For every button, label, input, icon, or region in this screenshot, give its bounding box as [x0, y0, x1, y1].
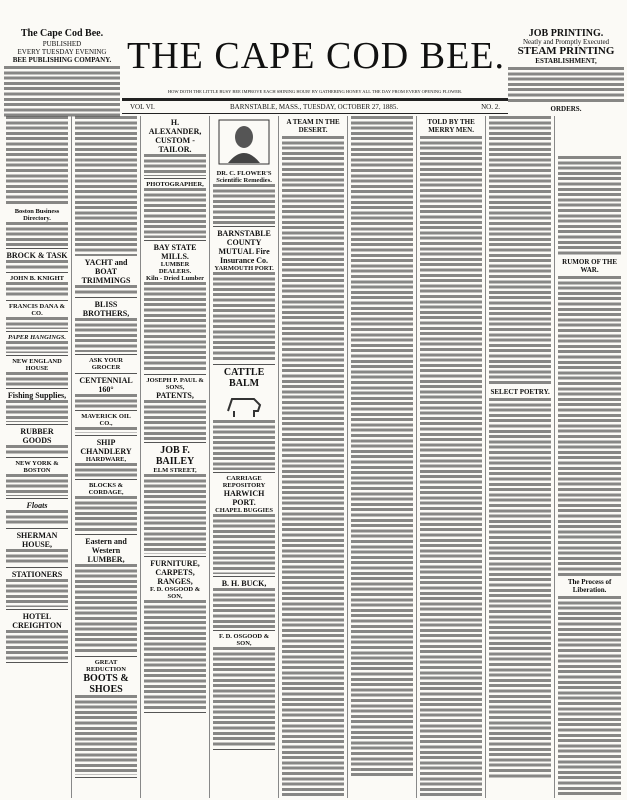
ad-text [213, 420, 275, 470]
ad-text [144, 188, 206, 238]
ad-text [144, 600, 206, 710]
ad-heading: Boston Business Directory. [14, 208, 60, 222]
liberation-body [558, 596, 621, 796]
ad-subheading: F. D. OSGOOD & SON, [149, 586, 201, 600]
ad-text [6, 510, 68, 526]
job-printing-text [508, 67, 624, 103]
ad-heading: FURNITURE, [150, 559, 200, 568]
ad-heading: BARNSTABLE COUNTY MUTUAL Fire Insurance Co. [217, 229, 271, 265]
ad-block [75, 355, 137, 374]
ad-subheading: CARPETS, [155, 568, 195, 577]
ad-heading: SHERMAN HOUSE, [16, 531, 58, 549]
job-printing-line: ORDERS. [550, 105, 582, 113]
ad-text [75, 285, 137, 295]
dateline-bar [122, 100, 508, 114]
ad-heading: NEW YORK & BOSTON [15, 460, 59, 474]
section-heading: RUMOR OF THE WAR. [562, 258, 617, 274]
ad-block [6, 301, 68, 332]
ad-heading: B. H. BUCK, [221, 579, 267, 589]
ad-text [6, 445, 68, 455]
job-printing-box [508, 30, 624, 113]
ad-block [144, 557, 206, 713]
ad-text [75, 394, 137, 408]
ad-heading: H. ALEXANDER, CUSTOM - TAILOR. [148, 118, 202, 154]
job-printing-line: STEAM PRINTING [517, 45, 615, 57]
ad-block [6, 499, 68, 529]
ad-heading: RUBBER GOODS [20, 427, 54, 445]
ad-block [6, 356, 68, 389]
ad-heading: BLISS BROTHERS, [82, 300, 130, 318]
ad-heading: MAVERICK OIL CO., [81, 413, 131, 427]
ad-subheading: CHAPEL BUGGIES [215, 507, 274, 515]
ad-text [6, 317, 68, 329]
ad-block [75, 480, 137, 535]
ad-text [213, 272, 275, 362]
ad-text [144, 474, 206, 554]
business-cards-text [75, 116, 137, 256]
ad-heading: PAPER HANGINGS. [7, 334, 67, 341]
ad-heading: YACHT and BOAT TRIMMINGS [81, 258, 131, 285]
ad-text [6, 222, 68, 246]
ad-heading: BROCK & TASK [6, 251, 68, 260]
ad-block [213, 631, 275, 750]
ad-heading: BAY STATE MILLS. [153, 243, 197, 261]
issue-date: BARNSTABLE, MASS., TUESDAY, OCTOBER 27, 1885. [230, 103, 399, 111]
column-2 [72, 116, 141, 798]
job-printing-line: Neatly and Promptly Executed [522, 38, 610, 46]
ad-text [6, 474, 68, 496]
column-7 [417, 116, 486, 798]
ad-text [6, 282, 68, 298]
war-rumor-body [558, 276, 621, 576]
section-heading: The Process of Liberation. [567, 578, 612, 594]
publisher-terms-text [4, 66, 120, 118]
ad-heading: SHIP CHANDLERY [80, 438, 132, 456]
ad-text [213, 184, 275, 224]
ad-text [75, 318, 137, 352]
ad-subheading: Kiln - Dried Lumber [146, 275, 205, 282]
ad-text [6, 341, 68, 353]
column-5 [279, 116, 348, 798]
story-continued-body [351, 116, 413, 776]
ad-heading: CATTLE BALM [223, 367, 265, 389]
ad-block [213, 227, 275, 365]
publisher-box [4, 30, 120, 118]
column-6 [348, 116, 417, 798]
ad-text [6, 372, 68, 386]
column-4 [210, 116, 279, 798]
ad-heading: CENTENNIAL 160° [79, 376, 133, 394]
masthead-title: THE CAPE COD BEE. [127, 35, 505, 77]
ad-heading: HOTEL CREIGHTON [12, 612, 62, 630]
ad-block [6, 206, 68, 249]
ad-text [213, 588, 275, 628]
ad-block [75, 411, 137, 436]
ad-text [75, 496, 137, 532]
publisher-line: EVERY TUESDAY EVENING [17, 48, 107, 56]
ad-block [144, 241, 206, 375]
ad-text [144, 400, 206, 440]
ad-block [6, 249, 68, 273]
ad-text [144, 154, 206, 176]
portrait-illustration-icon [218, 119, 270, 165]
publisher-line: PUBLISHED [42, 40, 82, 48]
ad-heading: JOSEPH P. PAUL & SONS, [146, 377, 204, 391]
ad-text [75, 695, 137, 775]
ad-subheading: HARDWARE, [85, 456, 127, 463]
ad-heading: Floats [26, 501, 48, 510]
ad-subheading: PATENTS, [156, 391, 194, 400]
ad-block [75, 374, 137, 411]
ad-block [6, 389, 68, 425]
ad-subheading: LUMBER DEALERS. [158, 261, 192, 275]
ad-heading: BLOCKS & CORDAGE, [88, 482, 124, 496]
story-headline: TOLD BY THE MERRY MEN. [427, 118, 475, 134]
ad-block [75, 256, 137, 298]
ad-text [6, 579, 68, 607]
ad-block [75, 436, 137, 480]
ad-text [6, 260, 68, 270]
ad-block [144, 179, 206, 241]
ad-heading: DR. C. FLOWER'S Scientific Remedies. [216, 170, 272, 184]
story-body [420, 136, 482, 796]
ad-heading: NEW ENGLAND HOUSE [12, 358, 62, 372]
ad-heading: JOB F. BAILEY [155, 445, 195, 467]
ad-text [213, 647, 275, 747]
article-body [489, 116, 551, 386]
ad-heading: ASK YOUR GROCER [89, 357, 123, 371]
ad-heading: PHOTOGRAPHER, [146, 181, 204, 188]
ad-subheading: HARWICH PORT. [223, 489, 265, 508]
column-8 [486, 116, 555, 798]
poetry-body [489, 398, 551, 778]
column-3 [141, 116, 210, 798]
cattle-illustration-icon [224, 389, 264, 419]
volume-number: VOL VI. [130, 103, 155, 111]
ad-subheading: RANGES, [157, 577, 193, 586]
ad-text [6, 400, 68, 422]
ad-block [213, 577, 275, 631]
ad-text [213, 514, 275, 574]
ad-heading: F. D. OSGOOD & SON, [218, 633, 270, 648]
ad-block [144, 116, 206, 179]
ad-text [144, 282, 206, 372]
ad-text [75, 427, 137, 433]
ad-block [144, 443, 206, 557]
ad-block [6, 529, 68, 568]
column-9 [555, 116, 624, 798]
columns [3, 116, 624, 798]
ad-subheading: BOOTS & SHOES [83, 673, 129, 695]
ad-text [75, 463, 137, 477]
ad-block [213, 473, 275, 577]
story-headline: A TEAM IN THE DESERT. [286, 118, 340, 134]
column-1 [3, 116, 72, 798]
ad-subheading: ELM STREET, [153, 467, 197, 474]
column-text [558, 156, 621, 256]
ad-block [213, 365, 275, 473]
story-body [282, 136, 344, 796]
ad-block [213, 168, 275, 227]
job-printing-title: JOB PRINTING. [528, 28, 604, 39]
publisher-box-title: The Cape Cod Bee. [20, 28, 104, 39]
ad-heading: Eastern and Western LUMBER, [85, 537, 127, 564]
job-printing-line: ESTABLISHMENT, [535, 57, 597, 65]
ad-heading: STATIONERS [11, 570, 63, 579]
ad-text [6, 549, 68, 565]
ad-block [75, 298, 137, 355]
woodcut-portrait [213, 119, 275, 165]
ad-block [6, 568, 68, 610]
ad-text [75, 564, 137, 654]
section-heading: SELECT POETRY. [490, 388, 550, 396]
ad-block [144, 375, 206, 443]
ad-text [6, 630, 68, 660]
ad-block [6, 273, 68, 301]
ad-block [75, 535, 137, 657]
ad-block [75, 657, 137, 778]
ad-block [6, 458, 68, 499]
advertising-rates-text [6, 116, 68, 206]
ad-subheading: YARMOUTH PORT. [214, 265, 274, 272]
ad-block [6, 425, 68, 458]
ad-heading: Fishing Supplies, [7, 391, 67, 400]
publisher-line: BEE PUBLISHING COMPANY. [12, 56, 112, 64]
ad-heading: CARRIAGE REPOSITORY [222, 475, 266, 490]
ad-heading: JOHN B. KNIGHT [10, 275, 64, 282]
ad-heading: GREAT REDUCTION [86, 659, 126, 673]
ad-block [6, 332, 68, 356]
ad-block [6, 610, 68, 663]
ad-heading: FRANCIS DANA & CO. [9, 303, 65, 317]
issue-number: NO. 2. [481, 103, 500, 111]
masthead-motto: HOW DOTH THE LITTLE BUSY BEE IMPROVE EACH SHINING HOUR! BY GATHERING HONEY ALL THE DAY FROM EVERY OPENING FLOWER. [167, 89, 463, 94]
